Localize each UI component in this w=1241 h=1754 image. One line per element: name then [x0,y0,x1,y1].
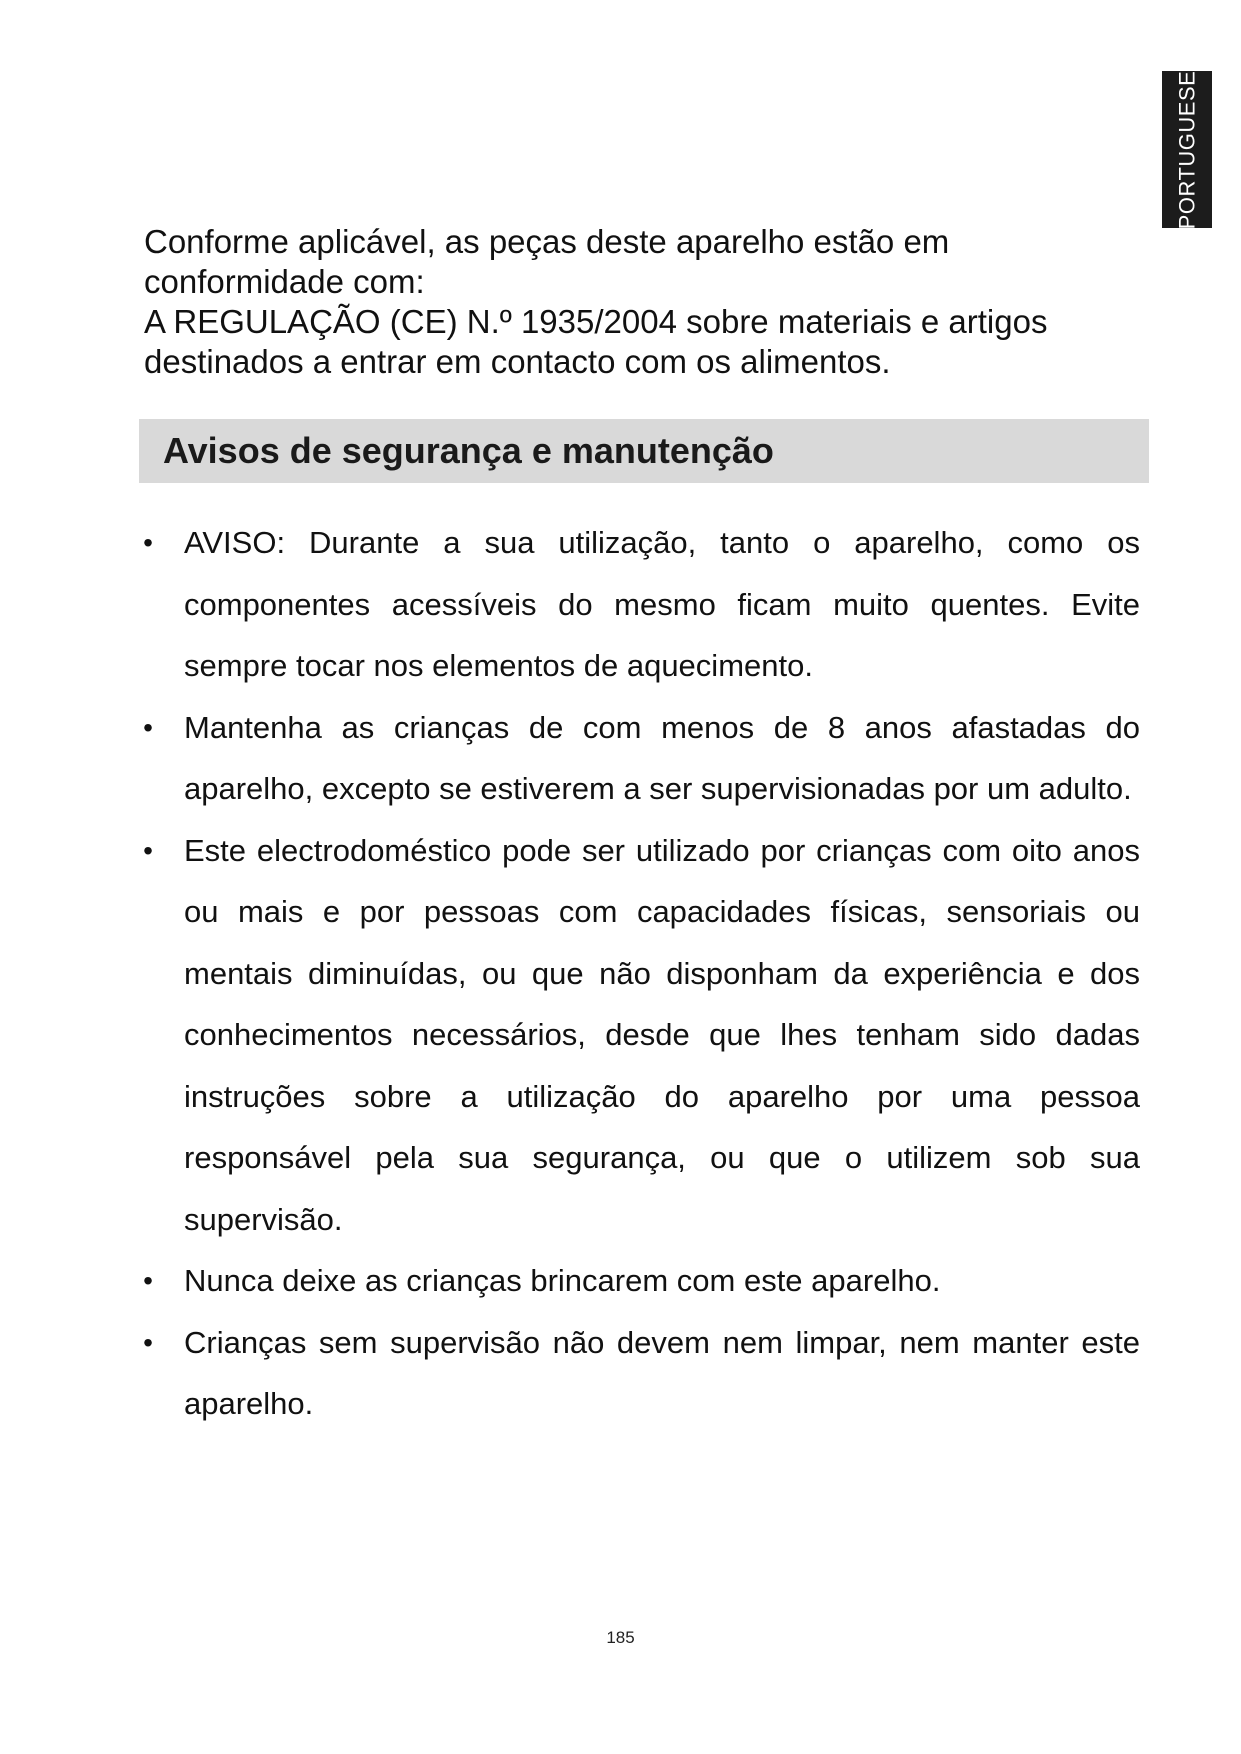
compliance-paragraph: Conforme aplicável, as peças deste aparelho estão em conformidade com: [144,223,950,300]
list-item [140,820,1140,1251]
bullet-icon: • [143,1265,153,1296]
warning-text: AVISO: Durante a sua utilização, tanto o aparelho, como os componentes acessíveis do mesmo ficam muito quentes. Evite sempre tocar nos elementos de aquecimento. [184,525,1140,683]
language-label: PORTUGUESE [1174,70,1199,229]
warning-text: Crianças sem supervisão não devem nem limpar, nem manter este aparelho. [184,1324,1140,1421]
list-item [140,1312,1140,1435]
language-side-tab [1162,71,1212,228]
bullet-icon: • [143,1326,153,1358]
bullet-icon: • [143,834,153,866]
section-heading-bar [139,419,1149,483]
compliance-intro [144,222,1134,382]
bullet-icon: • [143,711,153,743]
warning-text: Este electrodoméstico pode ser utilizado por crianças com oito anos ou mais e por pessoas com capacidades físicas, sensoriais ou mentais diminuídas, ou que não disponham da experiência e dos conhecimentos necessários, desde que lhes tenham sido dadas instruções sobre a utilização do aparelho por uma pessoa responsável pela sua segurança, ou que o utilizem sob sua supervisão. [184,832,1140,1237]
safety-warning-list [140,512,1140,1435]
list-item [140,512,1140,697]
warning-text: Mantenha as crianças de com menos de 8 anos afastadas do aparelho, excepto se estiverem a ser supervisionadas por um adulto. [184,709,1140,806]
warning-text: Nunca deixe as crianças brincarem com este aparelho. [184,1263,941,1298]
bullet-icon: • [143,527,153,558]
page-number: 185 [606,1628,635,1647]
list-item [140,1250,1140,1312]
section-title: Avisos de segurança e manutenção [163,430,774,471]
regulation-paragraph: A REGULAÇÃO (CE) N.º 1935/2004 sobre materiais e artigos destinados a entrar em contacto com os alimentos. [144,303,1048,380]
list-item [140,697,1140,820]
